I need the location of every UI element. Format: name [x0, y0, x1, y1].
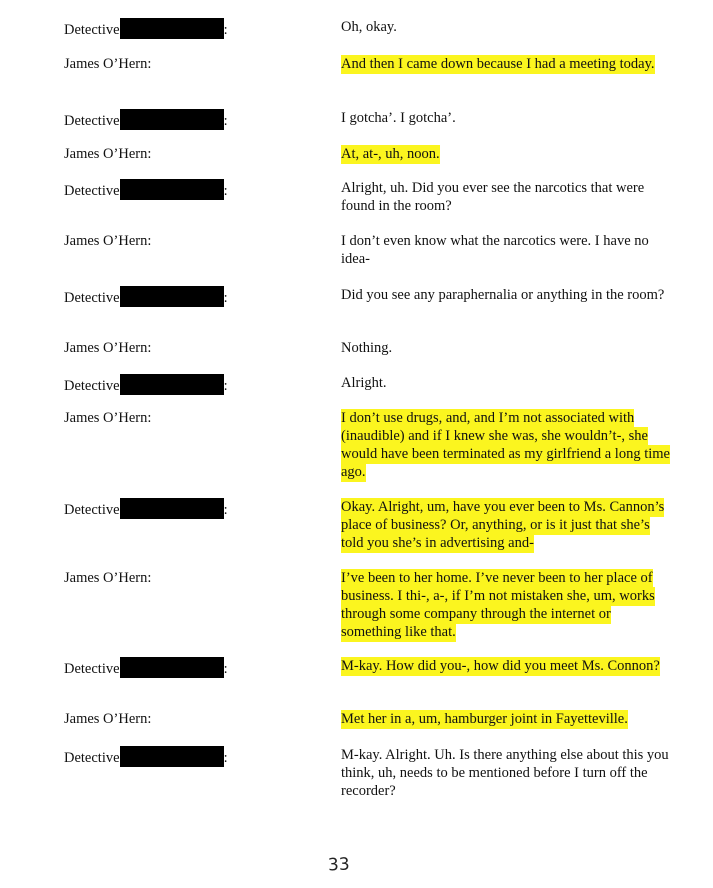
speaker-name: James O’Hern: [64, 570, 152, 586]
highlighted-text: Okay. Alright, um, have you ever been to Ms. Cannon’s place of business? Or, anything, or is it just that she’s told you she’s in advertising and- [341, 499, 665, 551]
speaker-name: Detective [64, 378, 120, 394]
highlighted-text: M-kay. How did you-, how did you meet Ms. Connon? [341, 658, 660, 674]
page-number: 33 [327, 854, 351, 876]
speaker-label [64, 710, 151, 728]
speaker-name: James O’Hern: [64, 56, 152, 72]
speaker-name: James O’Hern: [64, 410, 152, 426]
speaker-label [64, 746, 228, 767]
speaker-name: James O’Hern: [64, 340, 152, 356]
redaction-bar [120, 286, 224, 307]
speaker-colon: : [223, 22, 228, 38]
speaker-colon: : [223, 113, 228, 129]
speaker-label [64, 145, 151, 163]
speaker-name: James O’Hern: [64, 711, 152, 727]
highlighted-text: At, at-, uh, noon. [341, 146, 440, 162]
speaker-label [64, 109, 228, 130]
speaker-colon: : [223, 661, 228, 677]
highlighted-text: I don’t use drugs, and, and I’m not associated with (inaudible) and if I knew she was, she wouldn’t-, she would have been terminated as my girlfriend a long time ago. [341, 410, 670, 480]
speaker-name: Detective [64, 290, 120, 306]
speaker-label [64, 18, 228, 39]
utterance-text [341, 339, 671, 357]
speaker-name: Detective [64, 750, 120, 766]
speaker-label [64, 339, 151, 357]
utterance-text [341, 498, 671, 552]
plain-text: I don’t even know what the narcotics were. I have no idea- [341, 233, 649, 267]
speaker-label [64, 286, 228, 307]
utterance-text [341, 374, 671, 392]
speaker-colon: : [223, 750, 228, 766]
utterance-text [341, 409, 671, 481]
speaker-name: James O’Hern: [64, 233, 152, 249]
utterance-text [341, 179, 671, 215]
speaker-label [64, 657, 228, 678]
utterance-text [341, 746, 671, 800]
speaker-label [64, 569, 151, 587]
utterance-text [341, 18, 671, 36]
speaker-colon: : [223, 183, 228, 199]
plain-text: Alright, uh. Did you ever see the narcotics that were found in the room? [341, 180, 645, 214]
highlighted-text: Met her in a, um, hamburger joint in Fayetteville. [341, 711, 628, 727]
redaction-bar [120, 746, 224, 767]
highlighted-text: I’ve been to her home. I’ve never been to her place of business. I thi-, a-, if I’m not mistaken she, um, works through some company through the internet or something like that. [341, 570, 655, 640]
speaker-name: Detective [64, 183, 120, 199]
speaker-label [64, 409, 151, 427]
plain-text: I gotcha’. I gotcha’. [341, 110, 456, 126]
speaker-colon: : [223, 290, 228, 306]
utterance-text [341, 569, 671, 641]
redaction-bar [120, 109, 224, 130]
utterance-text [341, 145, 671, 163]
speaker-name: Detective [64, 113, 120, 129]
plain-text: M-kay. Alright. Uh. Is there anything else about this you think, uh, needs to be mentioned before I turn off the recorder? [341, 747, 669, 799]
utterance-text [341, 710, 671, 728]
plain-text: Did you see any paraphernalia or anything in the room? [341, 287, 665, 303]
redaction-bar [120, 374, 224, 395]
speaker-label [64, 498, 228, 519]
utterance-text [341, 232, 671, 268]
speaker-label [64, 232, 151, 250]
speaker-label [64, 179, 228, 200]
speaker-label [64, 55, 151, 73]
plain-text: Alright. [341, 375, 387, 391]
utterance-text [341, 286, 671, 304]
redaction-bar [120, 657, 224, 678]
speaker-name: Detective [64, 661, 120, 677]
speaker-label [64, 374, 228, 395]
redaction-bar [120, 18, 224, 39]
speaker-colon: : [223, 502, 228, 518]
speaker-colon: : [223, 378, 228, 394]
redaction-bar [120, 498, 224, 519]
utterance-text [341, 657, 671, 675]
utterance-text [341, 55, 671, 73]
speaker-name: Detective [64, 22, 120, 38]
plain-text: Oh, okay. [341, 19, 397, 35]
speaker-name: James O’Hern: [64, 146, 152, 162]
plain-text: Nothing. [341, 340, 393, 356]
redaction-bar [120, 179, 224, 200]
highlighted-text: And then I came down because I had a meeting today. [341, 56, 655, 72]
utterance-text [341, 109, 671, 127]
speaker-name: Detective [64, 502, 120, 518]
